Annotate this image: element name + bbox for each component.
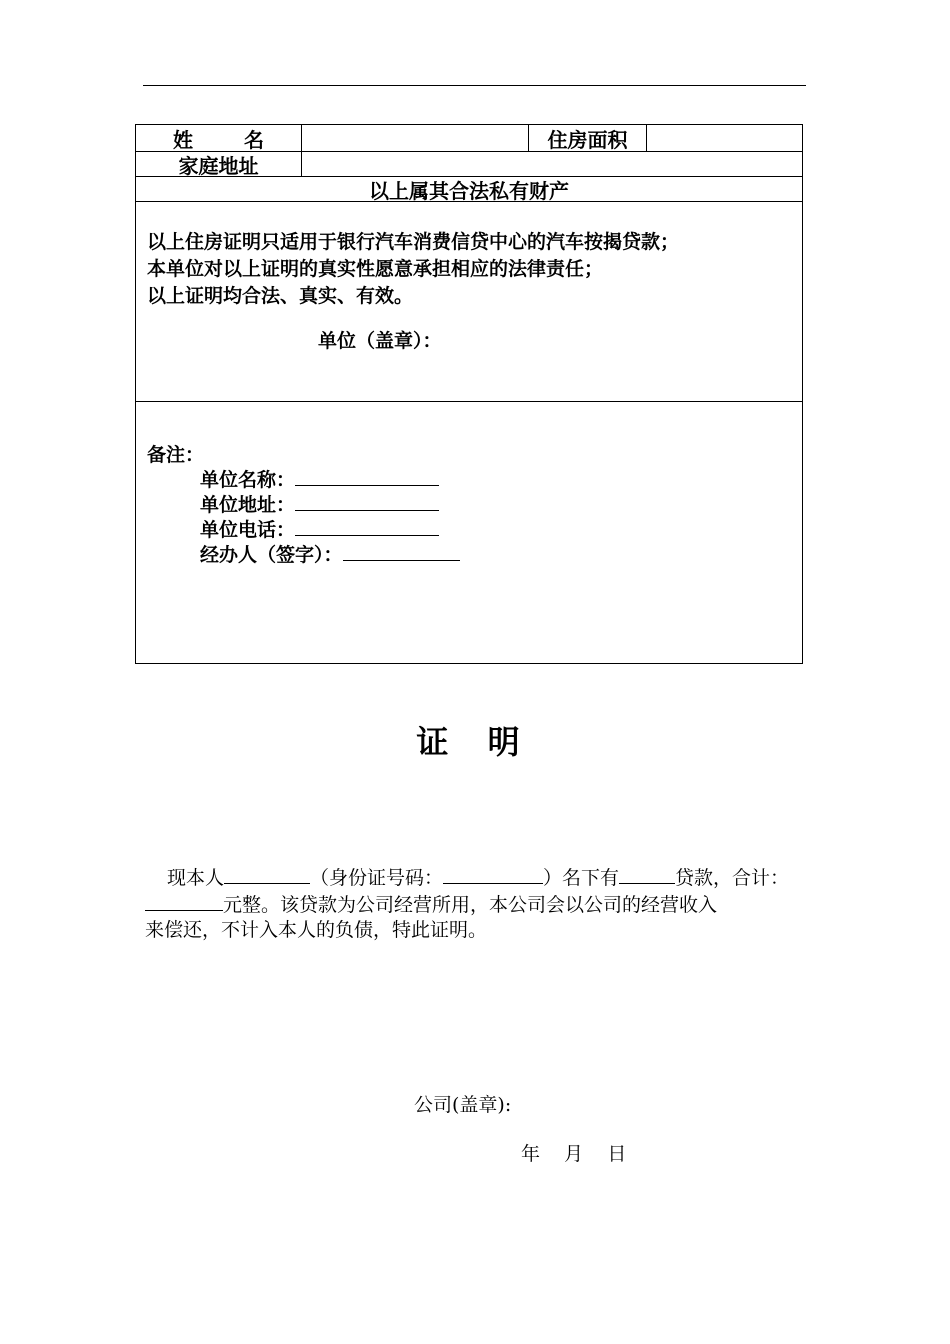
handler-line [200, 540, 460, 567]
body-text: 贷款，合计： [675, 867, 790, 889]
body-line-3: 来偿还，不计入本人的负债，特此证明。 [145, 919, 488, 941]
body-line-2 [145, 891, 810, 918]
amount-blank[interactable] [145, 891, 223, 911]
declaration-text [147, 229, 679, 310]
declaration-line: 本单位对以上证明的真实性愿意承担相应的法律责任； [147, 258, 604, 280]
company-seal-label: 公司(盖章): [414, 1094, 512, 1116]
declaration-line: 以上证明均合法、真实、有效。 [147, 285, 414, 307]
unit-address-line [200, 490, 439, 517]
person-name-blank[interactable] [224, 864, 310, 884]
unit-name-label: 单位名称： [200, 469, 296, 491]
body-text: （身份证号码： [310, 867, 444, 889]
declaration-line: 以上住房证明只适用于银行汽车消费信贷中心的汽车按揭贷款； [147, 231, 680, 253]
header-rule [143, 85, 806, 86]
remarks-section [136, 402, 802, 663]
handler-signature-blank[interactable] [343, 542, 460, 561]
certificate-body [145, 864, 810, 943]
unit-phone-line [200, 515, 439, 542]
unit-name-line [200, 465, 439, 492]
body-text: 元整。该贷款为公司经营所用，本公司会以公司的经营收入 [223, 894, 718, 916]
name-field[interactable] [302, 125, 529, 151]
housing-certificate-table [135, 124, 803, 664]
unit-address-label: 单位地址： [200, 494, 296, 516]
certificate-title: 证 明 [416, 723, 534, 761]
body-line-1 [145, 864, 810, 891]
name-row [136, 125, 802, 152]
declaration-section [136, 202, 802, 402]
remarks-label: 备注： [147, 444, 205, 466]
loan-type-blank[interactable] [619, 864, 675, 884]
unit-address-blank[interactable] [295, 492, 439, 511]
address-label: 家庭地址 [136, 152, 302, 176]
date-line: 年 月 日 [521, 1143, 627, 1165]
name-label: 姓 名 [136, 125, 302, 151]
area-label: 住房面积 [529, 125, 647, 151]
body-text: 现本人 [167, 867, 225, 889]
unit-name-blank[interactable] [295, 467, 439, 486]
id-number-blank[interactable] [443, 864, 543, 884]
property-note-row [136, 177, 802, 202]
body-text: ）名下有 [543, 867, 620, 889]
unit-phone-label: 单位电话： [200, 519, 296, 541]
handler-label: 经办人（签字）： [200, 544, 343, 566]
address-field[interactable] [302, 152, 802, 176]
unit-seal-label: 单位（盖章）： [318, 330, 442, 352]
property-note: 以上属其合法私有财产 [369, 178, 569, 203]
address-row [136, 152, 802, 177]
area-field[interactable] [647, 125, 802, 151]
unit-phone-blank[interactable] [295, 517, 439, 536]
